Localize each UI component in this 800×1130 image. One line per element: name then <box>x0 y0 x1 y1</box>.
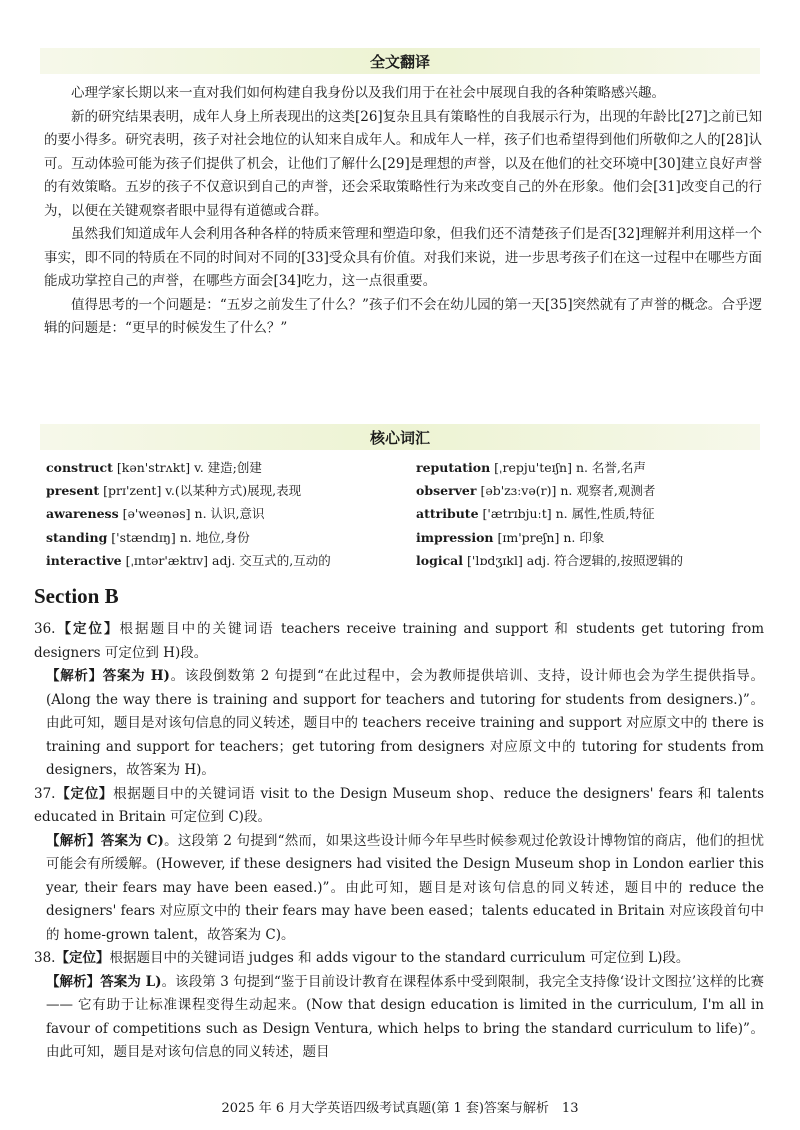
vocab-item: impression [ɪm'preʃn] n. 印象 <box>416 529 605 545</box>
question-38: 38.【定位】根据题目中的关键词语 judges 和 adds vigour to the standard curriculum 可定位到 L)段。 【解析】答案为 L)。该段第 3 句提到“鉴于目前设计教育在课程体系中受到限制，我完全支持像‘设计文图拉’这样的比赛—— 它有助于让标准课程变得生动起来。(Now that design education is limited in the curriculum, I'm all in favour of competitions such as Design Ventura, which helps to bring the standard curriculum to life)”。由此可知，题目是对该句信息的同义转述，题目 <box>34 950 764 1060</box>
vocab-title: 核心词汇 <box>369 429 430 447</box>
vocab-item: attribute ['ætrɪbjuːt] n. 属性,性质,特征 <box>416 506 655 522</box>
translation-paragraph-3: 虽然我们知道成年人会利用各种各样的特质来管理和塑造印象，但我们还不清楚孩子们是否[32]理解并利用这样一个事实，即不同的特质在不同的时间对不同的[33]受众具有价值。对我们来说，进一步思考孩子们在这一过程中在哪些方面能成功掌控自己的声誉，在哪些方面会[34]吃力，这一点很重要。 <box>44 226 762 289</box>
translation-header-band <box>40 48 760 74</box>
section-b-title: Section B <box>34 584 119 608</box>
vocab-item: reputation [ˌrepju'teɪʃn] n. 名誉,名声 <box>416 460 646 475</box>
vocab-item: construct [kən'strʌkt] v. 建造;创建 <box>46 460 262 475</box>
vocab-list-right <box>416 456 766 572</box>
answer-list <box>34 618 764 1065</box>
vocab-item: interactive [ˌɪntər'æktɪv] adj. 交互式的,互动的 <box>46 552 331 568</box>
vocab-list-left <box>46 456 406 572</box>
translation-body <box>44 82 762 341</box>
page-footer: 2025 年 6 月大学英语四级考试真题(第 1 套)答案与解析 13 <box>221 1101 579 1116</box>
vocab-item: observer [əb'zɜːvə(r)] n. 观察者,观测者 <box>416 483 656 499</box>
vocab-item: present [prɪ'zent] v.(以某种方式)展现,表现 <box>46 483 302 499</box>
translation-paragraph-4: 值得思考的一个问题是：“五岁之前发生了什么？”孩子们不会在幼儿园的第一天[35]突然就有了声誉的概念。合乎逻辑的问题是：“更早的时候发生了什么？” <box>44 296 762 336</box>
translation-paragraph-1: 心理学家长期以来一直对我们如何构建自我身份以及我们用于在社会中展现自我的各种策略感兴趣。 <box>71 85 665 101</box>
question-36: 36.【定位】根据题目中的关键词语 teachers receive training and support 和 students get tutoring from designers 可定位到 H)段。 【解析】答案为 H)。该段倒数第 2 句提到“在此过程中，会为教师提供培训、支持，设计师也会为学生提供指导。(Along the way there is training and support for teachers and tutoring for students from designers.)”。由此可知，题目是对该句信息的同义转述，题目中的 teachers receive training and support 对应原文中的 there is training and support for teachers；get tutoring from designers 对应原文中的 tutoring for students from designers，故答案为 H)。 <box>34 621 765 778</box>
translation-title: 全文翻译 <box>369 53 430 71</box>
question-37: 37.【定位】根据题目中的关键词语 visit to the Design Museum shop、reduce the designers' fears 和 talents educated in Britain 可定位到 C)段。 【解析】答案为 C)。这段第 2 句提到“然而，如果这些设计师今年早些时候参观过伦敦设计博物馆的商店，他们的担忧可能会有所缓解。(However, if these designers had visited the Design Museum shop in London earlier this year, their fears may have been eased.)”。由此可知，题目是对该句信息的同义转述，题目中的 reduce the designers' fears 对应原文中的 their fears may have been eased；talents educated in Britain 对应该段首句中的 home-grown talent，故答案为 C)。 <box>34 785 764 943</box>
vocab-item: logical ['lɒdʒɪkl] adj. 符合逻辑的,按照逻辑的 <box>416 552 684 568</box>
vocab-item: awareness [ə'weənəs] n. 认识,意识 <box>46 506 265 522</box>
vocab-item: standing ['stændɪŋ] n. 地位,身份 <box>46 529 250 545</box>
translation-paragraph-2: 新的研究结果表明，成年人身上所表现出的这类[26]复杂且具有策略性的自我展示行为，出现的年龄比[27]之前已知的要小得多。研究表明，孩子对社会地位的认知来自成年人。和成年人一样，孩子们也希望得到他们所敬仰之人的[28]认可。互动体验可能为孩子们提供了机会，让他们了解什么[29]是理想的声誉，以及在他们的社交环境中[30]建立良好声誉的有效策略。五岁的孩子不仅意识到自己的声誉，还会采取策略性行为来改变自己的外在形象。他们会[31]改变自己的行为，以便在关键观察者眼中显得有道德或合群。 <box>44 108 762 219</box>
vocab-header-band <box>40 424 760 450</box>
